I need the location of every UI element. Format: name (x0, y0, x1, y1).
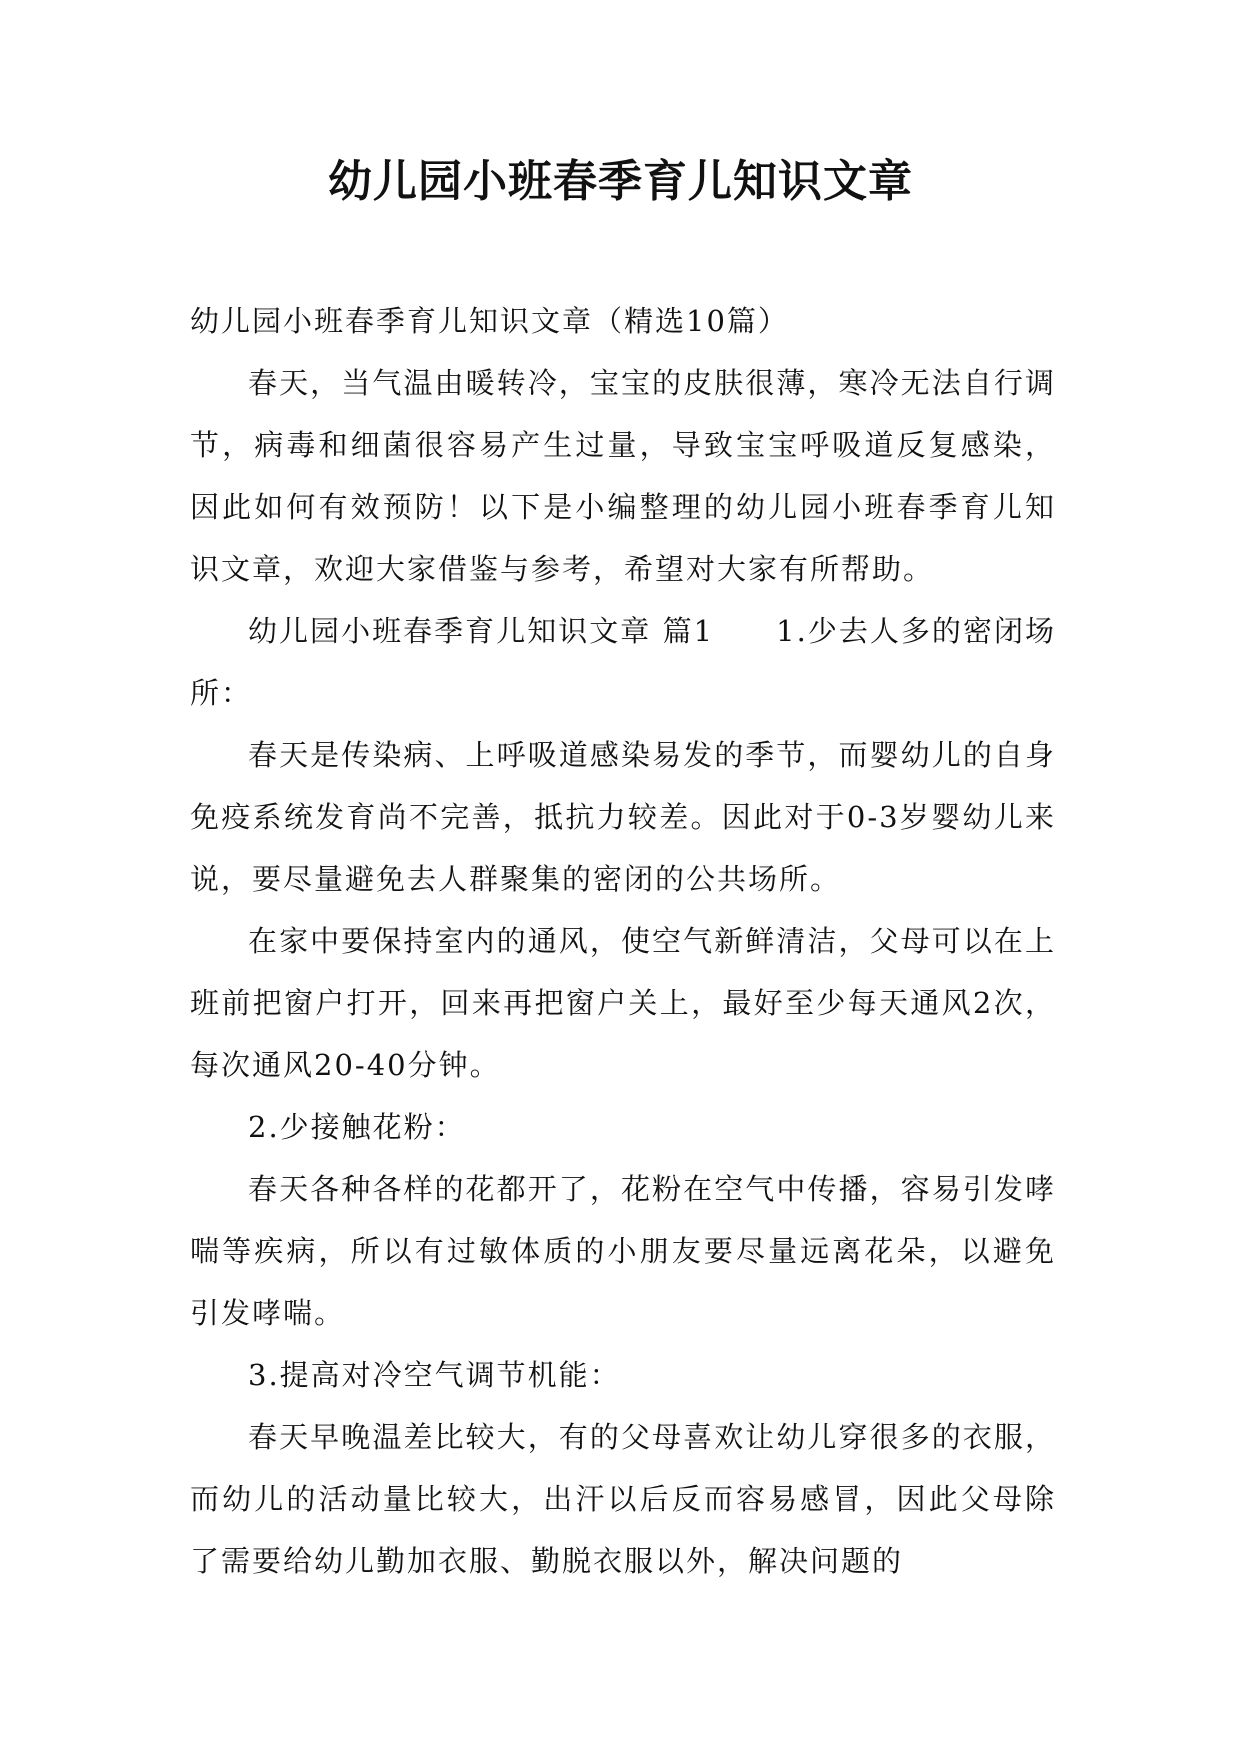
body-paragraph: 春天是传染病、上呼吸道感染易发的季节，而婴幼儿的自身免疫系统发育尚不完善，抵抗力较差。因此对于0-3岁婴幼儿来说，要尽量避免去人群聚集的密闭的公共场所。 (190, 738, 1056, 896)
document-title: 幼儿园小班春季育儿知识文章 (328, 156, 913, 207)
intro-paragraph: 春天，当气温由暖转冷，宝宝的皮肤很薄，寒冷无法自行调节，病毒和细菌很容易产生过量，导致宝宝呼吸道反复感染，因此如何有效预防！以下是小编整理的幼儿园小班春季育儿知识文章，欢迎大家借鉴与参考，希望对大家有所帮助。 (190, 366, 1056, 586)
body-paragraph: 春天各种各样的花都开了，花粉在空气中传播，容易引发哮喘等疾病，所以有过敏体质的小朋友要尽量远离花朵，以避免引发哮喘。 (190, 1172, 1056, 1330)
document-body (190, 290, 1056, 1592)
body-paragraph: 春天早晚温差比较大，有的父母喜欢让幼儿穿很多的衣服，而幼儿的活动量比较大，出汗以后反而容易感冒，因此父母除了需要给幼儿勤加衣服、勤脱衣服以外，解决问题的 (190, 1420, 1056, 1578)
list-heading-paragraph: 3.提高对冷空气调节机能： (248, 1358, 621, 1392)
body-paragraph: 在家中要保持室内的通风，使空气新鲜清洁，父母可以在上班前把窗户打开，回来再把窗户关上，最好至少每天通风2次，每次通风20-40分钟。 (190, 924, 1056, 1082)
section-heading-paragraph: 幼儿园小班春季育儿知识文章 篇1 1.少去人多的密闭场所： (190, 614, 1056, 710)
subtitle-paragraph: 幼儿园小班春季育儿知识文章（精选10篇） (190, 304, 789, 338)
list-heading-paragraph: 2.少接触花粉： (248, 1110, 466, 1144)
